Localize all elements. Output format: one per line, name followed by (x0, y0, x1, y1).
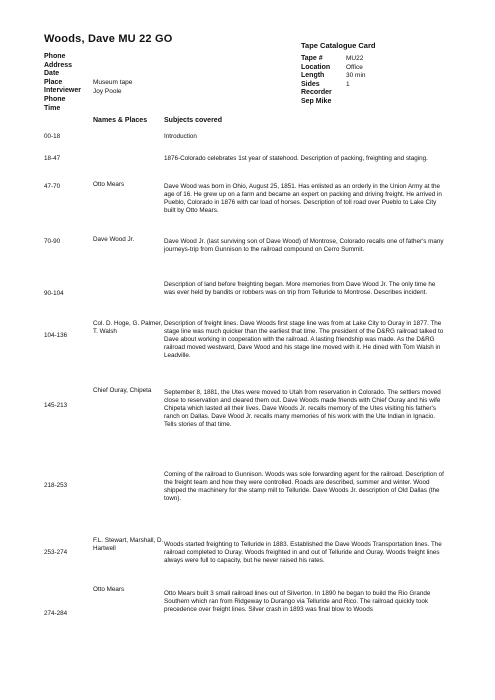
tape-labels (301, 55, 332, 107)
entry-description: Dave Wood was born in Ohio, August 25, 1851. Has enlisted as an orderly in the Union Army at the age of 16. He grew up on a farm and became an expert on packing and driving freight. He arrived in Pueblo, Colorado in 1876 with car load of horses. Description of toll road over Pueblo to Lake City built by Otto Mears. (164, 183, 442, 215)
header-label-place: Place (44, 78, 63, 86)
header-label-phone-2: Phone (44, 95, 66, 103)
entry-time: 145-213 (44, 402, 68, 409)
entry-description: Introduction (164, 133, 197, 140)
interviewer-value: Joy Poole (93, 87, 122, 95)
entry-time: 218-253 (44, 482, 68, 489)
entry-time: 90-104 (44, 290, 64, 297)
entry-time: 70-90 (44, 238, 61, 245)
card-title: Tape Catalogue Card (301, 41, 376, 50)
tape-label-sides: Sides (301, 80, 320, 88)
entry-time: 104-136 (44, 332, 68, 339)
tape-label-recorder: Recorder (301, 89, 332, 97)
entry-names: Dave Wood Jr. (93, 236, 135, 243)
place-value: Museum tape (93, 79, 133, 86)
entry-time: 18-47 (44, 155, 61, 162)
header-label-address: Address (44, 61, 73, 69)
entry-description: Description of land before freighting began. More memories from Dave Wood Jr. The only time he was ever held by bandits or robbers was on trip from Telluride to Montrose. Describes incident. (164, 281, 436, 297)
column-header-names: Names & Places (93, 117, 148, 124)
entry-names: Chief Ouray, Chipeta (93, 387, 152, 394)
header-label-time: Time (44, 104, 61, 112)
tape-label-number: Tape # (301, 55, 323, 62)
entry-time: 47-70 (44, 183, 61, 190)
length-value: 30 min (346, 72, 366, 80)
entry-description: Description of freight lines. Dave Woods first stage line was from at Lake City to Ouray in 1877. The stage line was much quicker than the earliest that time. The president of the D&RG railroad talked to Dave about working in cooperation with the railroad. A lasting friendship was made. As the D&RG railroad moved westward, Dave Wood and his stage line moved with it. He dined with Tom Walsh in Leadville. (164, 320, 444, 360)
tape-number-value: MU22 (346, 55, 364, 62)
column-header-subjects: Subjects covered (164, 117, 222, 124)
entry-description: September 8, 1881, the Utes were moved to Utah from reservation in Colorado. The settlers moved close to reservation and cleared them out. Dave Woods made friends with Chief Ouray and his wife Chipeta which lasted all their lives. Dave Woods Jr. recalls memory of the Utes visiting his father's ranch on Dallas. Dave Wood Jr. recalls many memories of his work with the Ute Indian in Ignacio. Tells stories of that time. (164, 389, 441, 429)
tape-label-length: Length (301, 72, 325, 80)
entry-names: Otto Mears (93, 181, 125, 188)
entry-description: Coming of the railroad to Gunnison. Woods was sole forwarding agent for the railroad. Description of the freight team and how they were controlled. Roads are described, summer and winter. Wood shipped the machinery for the stamp mill to Telluride. Dave Woods Jr. description of Old Dallas (the town). (164, 471, 444, 503)
header-label-interviewer: Interviewer (44, 87, 81, 95)
tape-label-sep-mike: Sep Mike (301, 97, 332, 105)
entry-names: Col. D. Hoge, G. Palmer, T. Walsh (93, 320, 163, 336)
location-value: Office (346, 63, 363, 71)
entry-names: Otto Mears (93, 586, 125, 593)
tape-values (346, 55, 366, 89)
entry-time: 274-284 (44, 610, 68, 617)
entry-description: Dave Wood Jr. (last surviving son of Dave Wood) of Montrose, Colorado recalls one of father's many journeys-trip from Gunnison to the railroad compound on Cerro Summit. (164, 238, 444, 254)
entry-description: Otto Mears built 3 small railroad lines out of Silverton. In 1890 he began to build the Rio Grande Southern which ran from Ridgeway to Durango via Telluride and Rico. The railroad quickly took precedence over freight lines. Silver crash in 1893 was final blow to Woods (164, 590, 431, 614)
entry-description: Woods started freighting to Telluride in 1883. Established the Dave Woods Transportation lines. The railroad completed to Ouray. Woods freighted in and out of Telluride and Ouray. Woods freight lines always were full to capacity, but he never raised his rates. (164, 541, 442, 565)
tape-label-location: Location (301, 63, 331, 71)
entry-description: 1876-Colorado celebrates 1st year of statehood. Description of packing, freighting and staging. (164, 155, 428, 162)
header-label-date: Date (44, 70, 60, 78)
header-label-phone: Phone (44, 53, 66, 60)
entry-names: F.L. Stewart, Marshall, D. Hartwell (93, 537, 164, 553)
header-values (93, 79, 132, 96)
entry-time: 00-18 (44, 133, 61, 140)
entry-time: 253-274 (44, 549, 68, 556)
header-labels (44, 53, 81, 113)
document-title: Woods, Dave MU 22 GO (44, 33, 173, 45)
sides-value: 1 (346, 80, 350, 88)
